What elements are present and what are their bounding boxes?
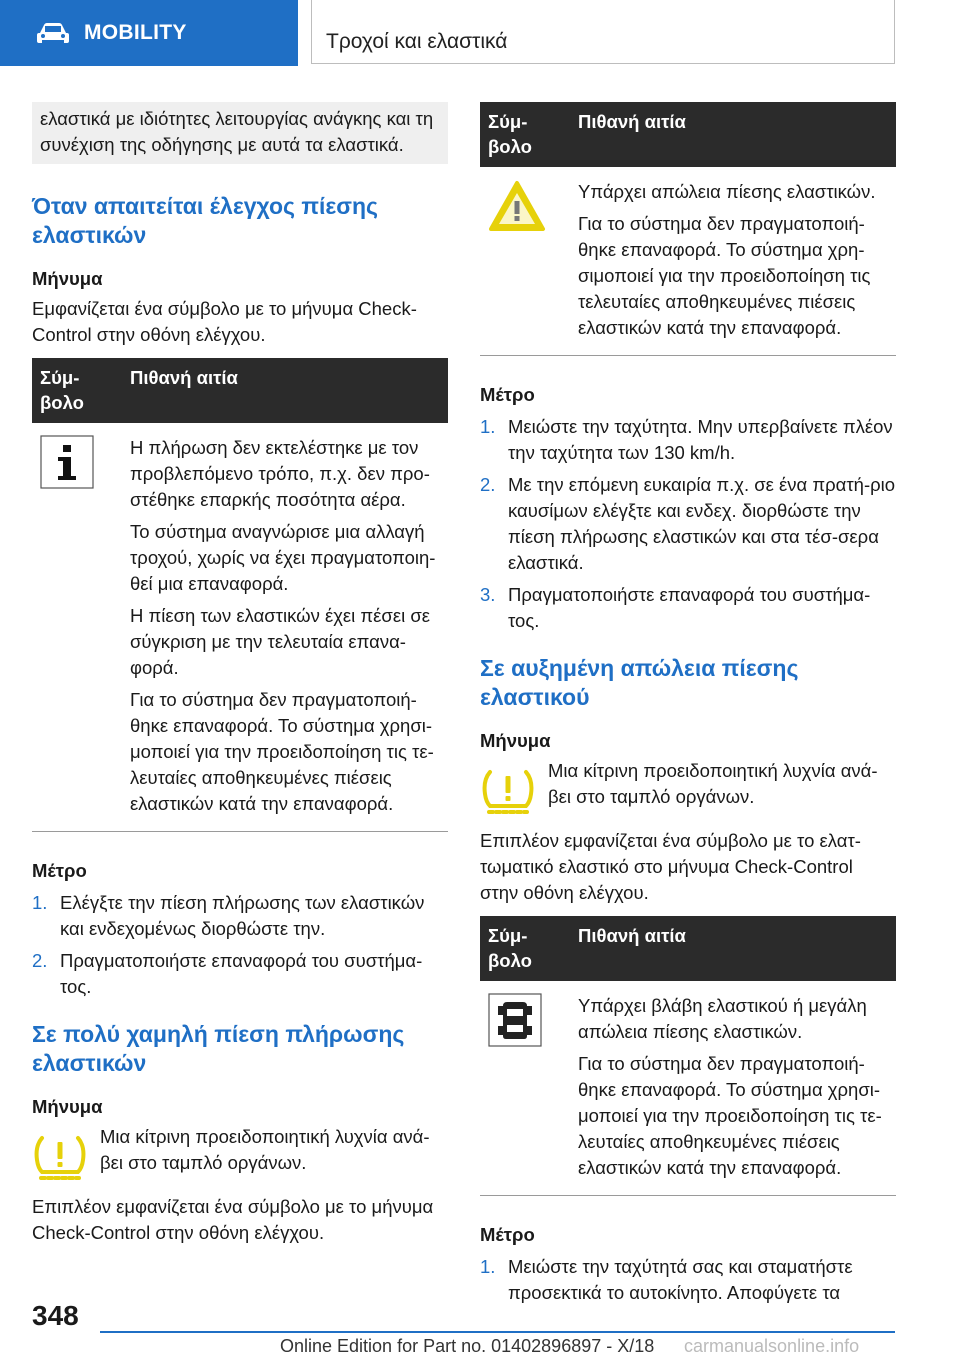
measures-list <box>32 890 448 1000</box>
measures-heading: Μέτρο <box>32 860 87 881</box>
cause-text: Η πίεση των ελαστικών έχει πέσει σε σύγκριση με την τελευταία επανα-φορά. <box>130 605 431 678</box>
warning-lamp-row <box>480 758 896 814</box>
right-column <box>480 102 896 1312</box>
step-number: 1. <box>32 892 48 913</box>
message-heading: Μήνυμα <box>32 1096 103 1117</box>
symbol-column-header: Σύμ-βολο <box>480 916 570 981</box>
list-item <box>480 1254 896 1306</box>
step-text: Με την επόμενη ευκαιρία π.χ. σε ένα πρατή-ριο καυσίμων ελέγξτε και ενδεχ. διορθώστε την πίεση πλήρωσης ελαστικών και στα τέσ-σερα ελαστικά. <box>508 474 896 573</box>
list-item <box>32 948 448 1000</box>
extra-message-text: Επιπλέον εμφανίζεται ένα σύμβολο με το μήνυμα Check-Control στην οθόνη ελέγχου. <box>32 1196 434 1243</box>
warning-lamp-row <box>32 1124 448 1180</box>
cause-column-header: Πιθανή αιτία <box>570 102 896 167</box>
page-number: 348 <box>32 1300 79 1331</box>
cause-text: Το σύστημα αναγνώρισε μια αλλαγή τροχού, χωρίς να έχει πραγματοποιη-θεί μια επαναφορά. <box>130 521 436 594</box>
symbol-column-header: Σύμ-βολο <box>480 102 570 167</box>
measures-list <box>480 1254 896 1306</box>
list-item <box>480 414 896 466</box>
step-number: 1. <box>480 416 496 437</box>
cause-column-header: Πιθανή αιτία <box>570 916 896 981</box>
continued-text: ελαστικά με ιδιότητες λειτουργίας ανάγκης και τη συνέχιση της οδήγησης με αυτά τα ελαστικά. <box>40 108 434 155</box>
warning-triangle-icon <box>488 179 546 233</box>
step-number: 1. <box>480 1256 496 1277</box>
step-number: 2. <box>32 950 48 971</box>
message-heading: Μήνυμα <box>480 730 551 751</box>
step-text: Μειώστε την ταχύτητά σας και σταματήστε προσεκτικά το αυτοκίνητο. Αποφύγετε τα <box>508 1256 853 1303</box>
message-heading: Μήνυμα <box>32 268 103 289</box>
extra-message-text: Επιπλέον εμφανίζεται ένα σύμβολο με το ελατ-τωματικό ελαστικό στο μήνυμα Check-Control στην οθόνη ελέγχου. <box>480 830 861 903</box>
edition-text: Online Edition for Part no. 01402896897 - X/18 <box>280 1336 655 1356</box>
footer-divider <box>100 1331 895 1333</box>
cause-text: Για το σύστημα δεν πραγματοποιή-θηκε επαναφορά. Το σύστημα χρησι-μοποιεί για την προειδοποίηση τις τε-λευταίες αποθηκευμένες πιέσεις ελαστικών κατά την επαναφορά. <box>578 1053 882 1178</box>
symbol-table <box>480 916 896 1196</box>
car-icon <box>36 22 70 44</box>
section-heading: Σε πολύ χαμηλή πίεση πλήρωσης ελαστικών <box>32 1021 405 1076</box>
watermark: carmanualsonline.info <box>684 1336 860 1356</box>
cause-text: Υπάρχει βλάβη ελαστικού ή μεγάλη απώλεια πίεσης ελαστικών. <box>578 995 867 1042</box>
step-text: Πραγματοποιήστε επαναφορά του συστήμα-τος. <box>508 584 871 631</box>
continued-text-box <box>32 102 448 164</box>
measures-list <box>480 414 896 634</box>
car-tire-damage-icon <box>488 993 542 1047</box>
symbol-table <box>32 358 448 832</box>
info-icon <box>40 435 94 489</box>
symbol-column-header: Σύμ-βολο <box>32 358 122 423</box>
message-text: Εμφανίζεται ένα σύμβολο με το μήνυμα Check-Control στην οθόνη ελέγχου. <box>32 298 417 345</box>
section-badge-label: MOBILITY <box>84 21 187 44</box>
cause-text: Για το σύστημα δεν πραγματοποιή-θηκε επαναφορά. Το σύστημα χρησι-μοποιεί για την προειδοποίηση τις τε-λευταίες αποθηκευμένες πιέσεις ελαστικών κατά την επαναφορά. <box>130 689 434 814</box>
step-number: 2. <box>480 474 496 495</box>
tire-pressure-warning-icon <box>32 1132 88 1180</box>
symbol-table <box>480 102 896 356</box>
list-item <box>480 582 896 634</box>
measures-heading: Μέτρο <box>480 384 535 405</box>
section-heading: Όταν απαιτείται έλεγχος πίεσης ελαστικών <box>32 193 379 248</box>
list-item <box>480 472 896 576</box>
cause-text: Υπάρχει απώλεια πίεσης ελαστικών. <box>578 181 876 202</box>
tire-pressure-warning-icon <box>480 766 536 814</box>
list-item <box>32 890 448 942</box>
step-text: Ελέγξτε την πίεση πλήρωσης των ελαστικών και ενδεχομένως διορθώστε την. <box>60 892 425 939</box>
chapter-title: Τροχοί και ελαστικά <box>311 0 895 64</box>
measures-heading: Μέτρο <box>480 1224 535 1245</box>
cause-column-header: Πιθανή αιτία <box>122 358 448 423</box>
cause-text: Η πλήρωση δεν εκτελέστηκε με τον προβλεπόμενο τρόπο, π.χ. δεν προ-στέθηκε επαρκής ποσότητα αέρα. <box>130 437 430 510</box>
cause-text: Για το σύστημα δεν πραγματοποιή-θηκε επαναφορά. Το σύστημα χρη-σιμοποιεί για την προειδοποίηση τις τελευταίες αποθηκευμένες πιέσεις ελαστικών κατά την επαναφορά. <box>578 213 871 338</box>
lamp-text: Μια κίτρινη προειδοποιητική λυχνία ανά-βει στο ταμπλό οργάνων. <box>548 760 878 807</box>
header-badge <box>0 0 298 66</box>
step-number: 3. <box>480 584 496 605</box>
section-heading: Σε αυξημένη απώλεια πίεσης ελαστικού <box>480 655 799 710</box>
step-text: Μειώστε την ταχύτητα. Μην υπερβαίνετε πλέον την ταχύτητα των 130 km/h. <box>508 416 893 463</box>
step-text: Πραγματοποιήστε επαναφορά του συστήμα-τος. <box>60 950 423 997</box>
left-column <box>32 102 448 1246</box>
lamp-text: Μια κίτρινη προειδοποιητική λυχνία ανά-βει στο ταμπλό οργάνων. <box>100 1126 430 1173</box>
